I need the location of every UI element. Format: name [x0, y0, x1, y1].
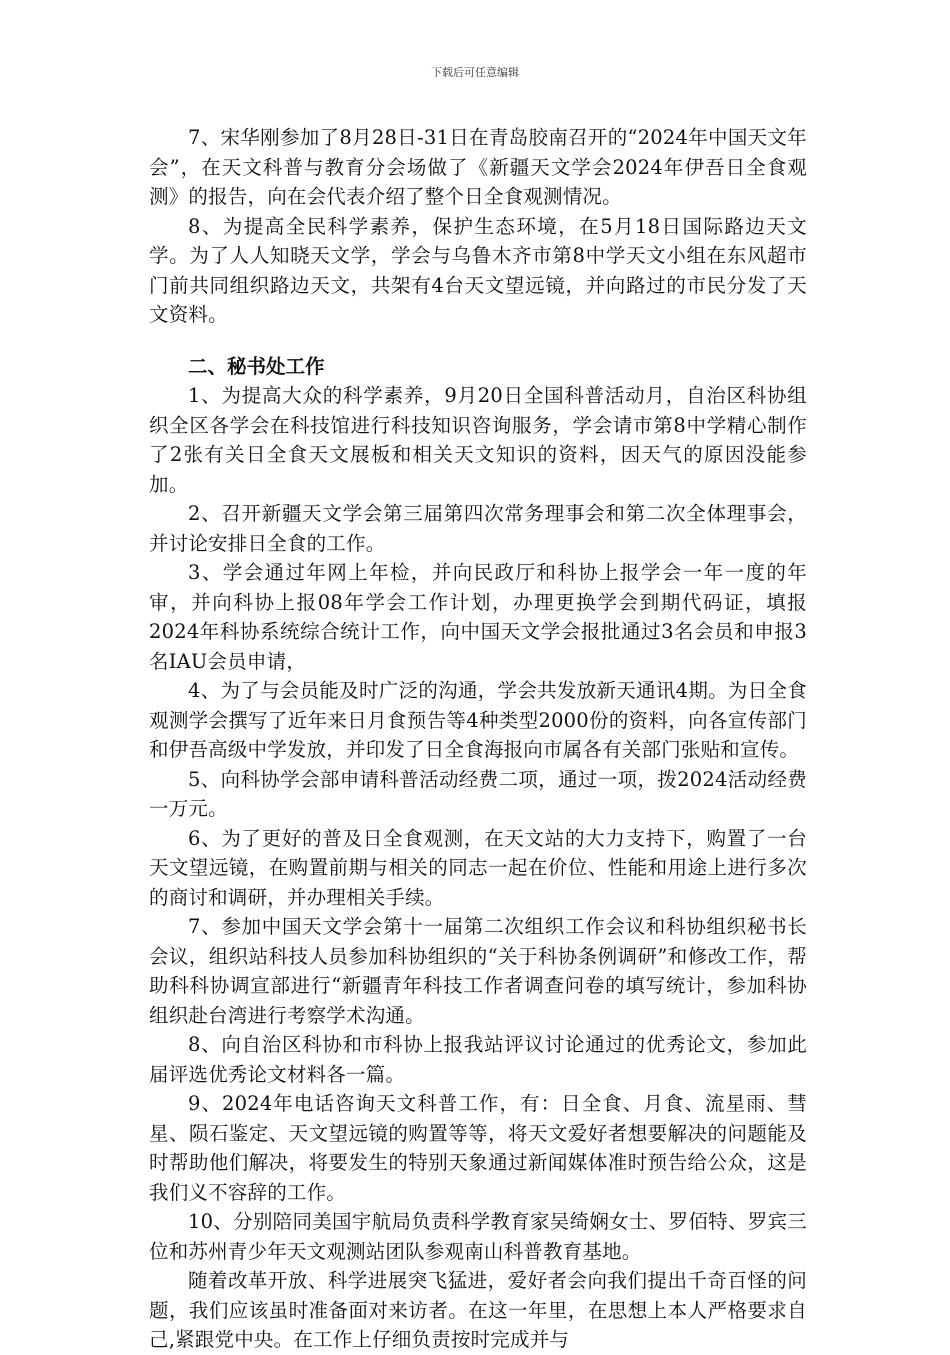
closing-paragraph: 随着改革开放、科学进展突飞猛进，爱好者会向我们提出千奇百怪的问题，我们应该虽时准备面对来访者。在这一年里，在思想上本人严格要求自己,紧跟党中央。在工作上仔细负责按时完成并与 [149, 1269, 807, 1351]
section-heading-secretariat: 二、秘书处工作 [188, 354, 325, 378]
secretariat-item-10: 10、分别陪同美国宇航局负责科学教育家吴绮娴女士、罗佰特、罗宾三位和苏州青少年天文观测站团队参观南山科普教育基地。 [149, 1210, 807, 1263]
secretariat-item-2: 2、召开新疆天文学会第三届第四次常务理事会和第二次全体理事会，并讨论安排日全食的工作。 [149, 502, 807, 555]
secretariat-item-8: 8、向自治区科协和市科协上报我站评议讨论通过的优秀论文，参加此届评选优秀论文材料各一篇。 [149, 1033, 807, 1086]
secretariat-item-3: 3、学会通过年网上年检，并向民政厅和科协上报学会一年一度的年审，并向科协上报08年学会工作计划，办理更换学会到期代码证，填报2024年科协系统综合统计工作，向中国天文学会报批通过3名会员和申报3名IAU会员申请， [149, 561, 807, 673]
document-body [149, 123, 807, 1355]
secretariat-item-4: 4、为了与会员能及时广泛的沟通，学会共发放新天通讯4期。为日全食观测学会撰写了近年来日月食预告等4种类型2000份的资料，向各宣传部门和伊吾高级中学发放，并印发了日全食海报向市属各有关部门张贴和宣传。 [149, 679, 807, 761]
paragraph-item-7: 7、宋华刚参加了8月28日-31日在青岛胶南召开的“2024年中国天文年会”，在天文科普与教育分会场做了《新疆天文学会2024年伊吾日全食观测》的报告，向在会代表介绍了整个日全食观测情况。 [149, 126, 807, 208]
paragraph-item-8: 8、为提高全民科学素养，保护生态环境，在5月18日国际路边天文学。为了人人知晓天文学，学会与乌鲁木齐市第8中学天文小组在东风超市门前共同组织路边天文，共架有4台天文望远镜，并向路过的市民分发了天文资料。 [149, 214, 807, 326]
secretariat-item-6: 6、为了更好的普及日全食观测，在天文站的大力支持下，购置了一台天文望远镜，在购置前期与相关的同志一起在价位、性能和用途上进行多次的商讨和调研，并办理相关手续。 [149, 826, 807, 909]
page-header-note: 下载后可任意编辑 [431, 66, 519, 79]
secretariat-item-7: 7、参加中国天文学会第十一届第二次组织工作会议和科协组织秘书长会议，组织站科技人员参加科协组织的“关于科协条例调研”和修改工作，帮助科科协调宣部进行“新疆青年科技工作者调查问卷的填写统计，参加科协组织赴台湾进行考察学术沟通。 [149, 915, 807, 1027]
secretariat-item-9: 9、2024年电话咨询天文科普工作，有：日全食、月食、流星雨、彗星、陨石鉴定、天文望远镜的购置等等，将天文爱好者想要解决的问题能及时帮助他们解决，将要发生的特别天象通过新闻媒体准时预告给公众，这是我们义不容辞的工作。 [149, 1092, 807, 1204]
secretariat-item-1: 1、为提高大众的科学素养，9月20日全国科普活动月，自治区科协组织全区各学会在科技馆进行科技知识咨询服务，学会请市第8中学精心制作了2张有关日全食天文展板和相关天文知识的资料，因天气的原因没能参加。 [149, 384, 807, 496]
secretariat-item-5: 5、向科协学会部申请科普活动经费二项，通过一项，拨2024活动经费一万元。 [149, 767, 807, 820]
